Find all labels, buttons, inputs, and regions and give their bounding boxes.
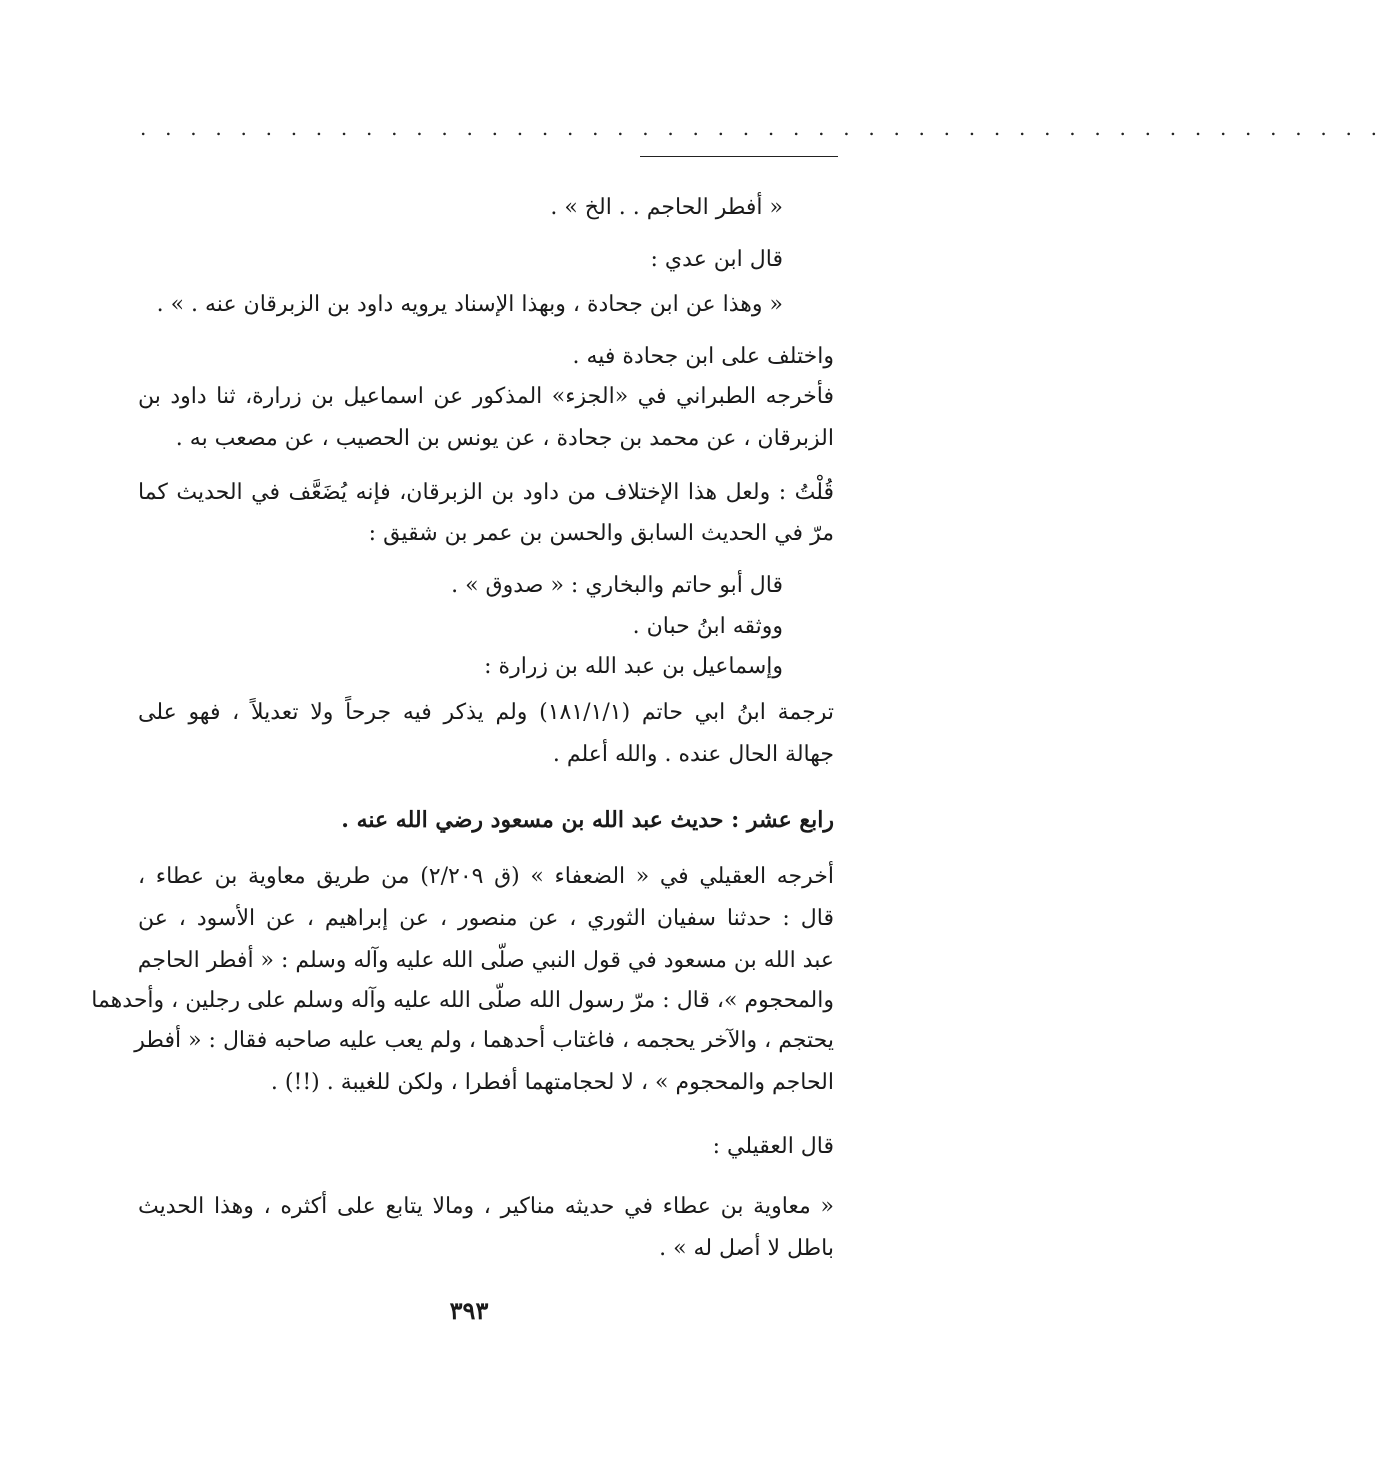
footnote-dotted-separator: . . . . . . . . . . . . . . . . . . . . . . . . . . . . . . . . . . . . . . . . . . . . . . . . . . [140,116,1383,140]
footnote-rule [640,156,838,157]
text-line-3: « وهذا عن ابن جحادة ، وبهذا الإسناد يرويه داود بن الزبرقان عنه . » . [156,292,783,317]
text-line-16: قال : حدثنا سفيان الثوري ، عن منصور ، عن إبراهيم ، عن الأسود ، عن [138,906,834,931]
text-line-5: فأخرجه الطبراني في «الجزء» المذكور عن اسماعيل بن زرارة، ثنا داود بن [138,384,834,409]
text-line-11: وإسماعيل بن عبد الله بن زرارة : [484,654,783,679]
text-line-6: الزبرقان ، عن محمد بن جحادة ، عن يونس بن الحصيب ، عن مصعب به . [175,426,834,451]
text-line-8: مرّ في الحديث السابق والحسن بن عمر بن شقيق : [368,521,834,546]
text-line-17: عبد الله بن مسعود في قول النبي صلّى الله عليه وآله وسلم : « أفطر الحاجم [137,948,834,973]
text-line-1: « أفطر الحاجم . . الخ » . [550,195,783,220]
text-line-21: قال العقيلي : [712,1134,834,1159]
text-line-15: أخرجه العقيلي في « الضعفاء » (ق ٢/٢٠٩) من طريق معاوية بن عطاء ، [138,864,834,889]
section-heading: رابع عشر : حديث عبد الله بن مسعود رضي الله عنه . [341,807,834,833]
text-line-12: ترجمة ابنُ ابي حاتم (١٨١/١/١) ولم يذكر فيه جرحاً ولا تعديلاً ، فهو على [138,700,834,725]
text-line-10: ووثقه ابنُ حبان . [632,614,783,639]
text-line-19: يحتجم ، والآخر يحجمه ، فاغتاب أحدهما ، ولم يعب عليه صاحبه فقال : « أفطر [134,1028,834,1053]
text-line-23: باطل لا أصل له » . [659,1236,834,1261]
text-line-4: واختلف على ابن جحادة فيه . [572,344,834,369]
text-line-9: قال أبو حاتم والبخاري : « صدوق » . [451,573,783,598]
text-line-2: قال ابن عدي : [650,247,783,272]
text-line-13: جهالة الحال عنده . والله أعلم . [552,742,834,767]
text-line-20: الحاجم والمحجوم » ، لا لحجامتهما أفطرا ، ولكن للغيبة . (!!) . [270,1070,834,1095]
page-number: ٣٩٣ [449,1296,489,1325]
text-line-18: والمحجوم »، قال : مرّ رسول الله صلّى الله عليه وآله وسلم على رجلين ، وأحدهما [91,988,834,1013]
text-line-22: « معاوية بن عطاء في حديثه مناكير ، ومالا يتابع على أكثره ، وهذا الحديث [138,1194,834,1219]
text-line-7: قُلْتُ : ولعل هذا الإختلاف من داود بن الزبرقان، فإنه يُضَعَّف في الحديث كما [138,480,834,505]
